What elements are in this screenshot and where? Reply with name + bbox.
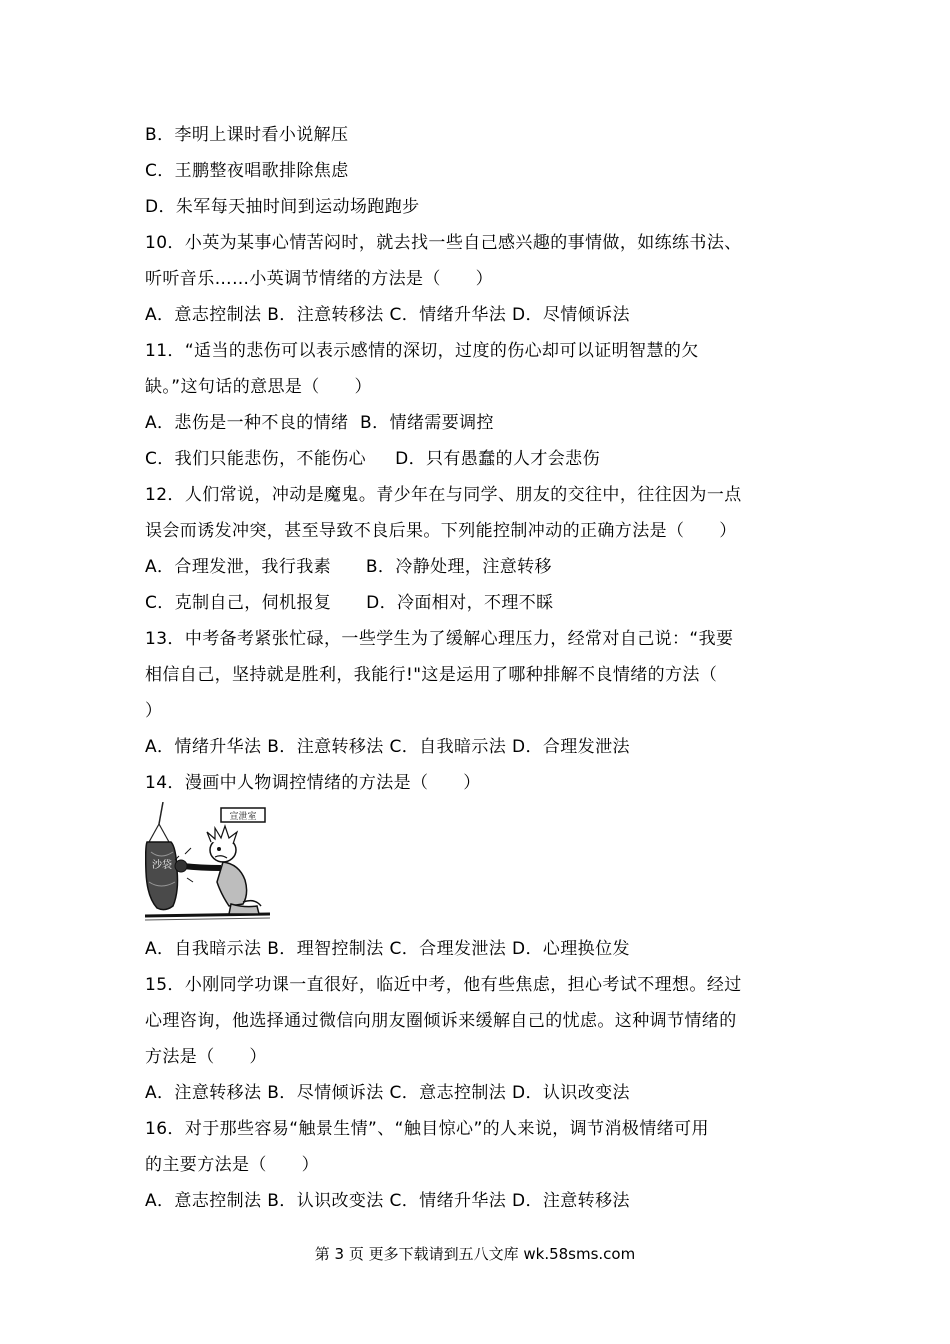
question-13-line-3: ）: [145, 701, 163, 721]
question-12-line-1: 12．人们常说，冲动是魔鬼。青少年在与同学、朋友的交往中，往往因为一点: [145, 485, 742, 505]
question-14: 14．漫画中人物调控情绪的方法是（ ）: [145, 773, 481, 793]
question-16-line-2: 的主要方法是（ ）: [145, 1155, 319, 1175]
option-9d: D．朱军每天抽时间到运动场跑跑步: [145, 197, 420, 217]
question-13-line-2: 相信自己，坚持就是胜利，我能行!"这是运用了哪种排解不良情绪的方法（: [145, 665, 718, 685]
option-9c: C．王鹏整夜唱歌排除焦虑: [145, 161, 349, 181]
question-11-line-1: 11．“适当的悲伤可以表示感情的深切，过度的伤心却可以证明智慧的欠: [145, 341, 699, 361]
question-11-line-2: 缺。”这句话的意思是（ ）: [145, 377, 372, 397]
options-15: A．注意转移法 B．尽情倾诉法 C．意志控制法 D．认识改变法: [145, 1083, 630, 1103]
question-15-line-2: 心理咨询，他选择通过微信向朋友圈倾诉来缓解自己的忧虑。这种调节情绪的: [145, 1011, 737, 1031]
question-12-line-2: 误会而诱发冲突，甚至导致不良后果。下列能控制冲动的正确方法是（ ）: [145, 521, 737, 541]
question-15-line-1: 15．小刚同学功课一直很好，临近中考，他有些焦虑，担心考试不理想。经过: [145, 975, 742, 995]
options-16: A．意志控制法 B．认识改变法 C．情绪升华法 D．注意转移法: [145, 1191, 630, 1211]
option-9b: B．李明上课时看小说解压: [145, 125, 349, 145]
options-13: A．情绪升华法 B．注意转移法 C．自我暗示法 D．合理发泄法: [145, 737, 630, 757]
question-10-line-2: 听听音乐……小英调节情绪的方法是（ ）: [145, 269, 493, 289]
bag-label: 沙袋: [152, 860, 172, 871]
options-11-row-1: A．悲伤是一种不良的情绪 B．情绪需要调控: [145, 413, 494, 433]
question-16-line-1: 16．对于那些容易“触景生情”、“触目惊心”的人来说，调节消极情绪可用: [145, 1119, 709, 1139]
options-11-row-2: C．我们只能悲伤，不能伤心 D．只有愚蠢的人才会悲伤: [145, 449, 600, 469]
page-footer: 第 3 页 更多下载请到五八文库 wk.58sms.com: [314, 1245, 636, 1263]
question-15-line-3: 方法是（ ）: [145, 1047, 267, 1067]
options-12-row-1: A．合理发泄，我行我素 B．冷静处理，注意转移: [145, 557, 552, 577]
cartoon-image: [145, 802, 270, 926]
options-10: A．意志控制法 B．注意转移法 C．情绪升华法 D．尽情倾诉法: [145, 305, 630, 325]
options-14: A．自我暗示法 B．理智控制法 C．合理发泄法 D．心理换位发: [145, 939, 630, 959]
question-13-line-1: 13．中考备考紧张忙碌，一些学生为了缓解心理压力，经常对自己说：“我要: [145, 629, 734, 649]
options-12-row-2: C．克制自己，伺机报复 D．冷面相对，不理不睬: [145, 593, 554, 613]
question-10-line-1: 10．小英为某事心情苦闷时，就去找一些自己感兴趣的事情做，如练练书法、: [145, 233, 742, 253]
sign-label: 宣泄室: [229, 812, 257, 822]
